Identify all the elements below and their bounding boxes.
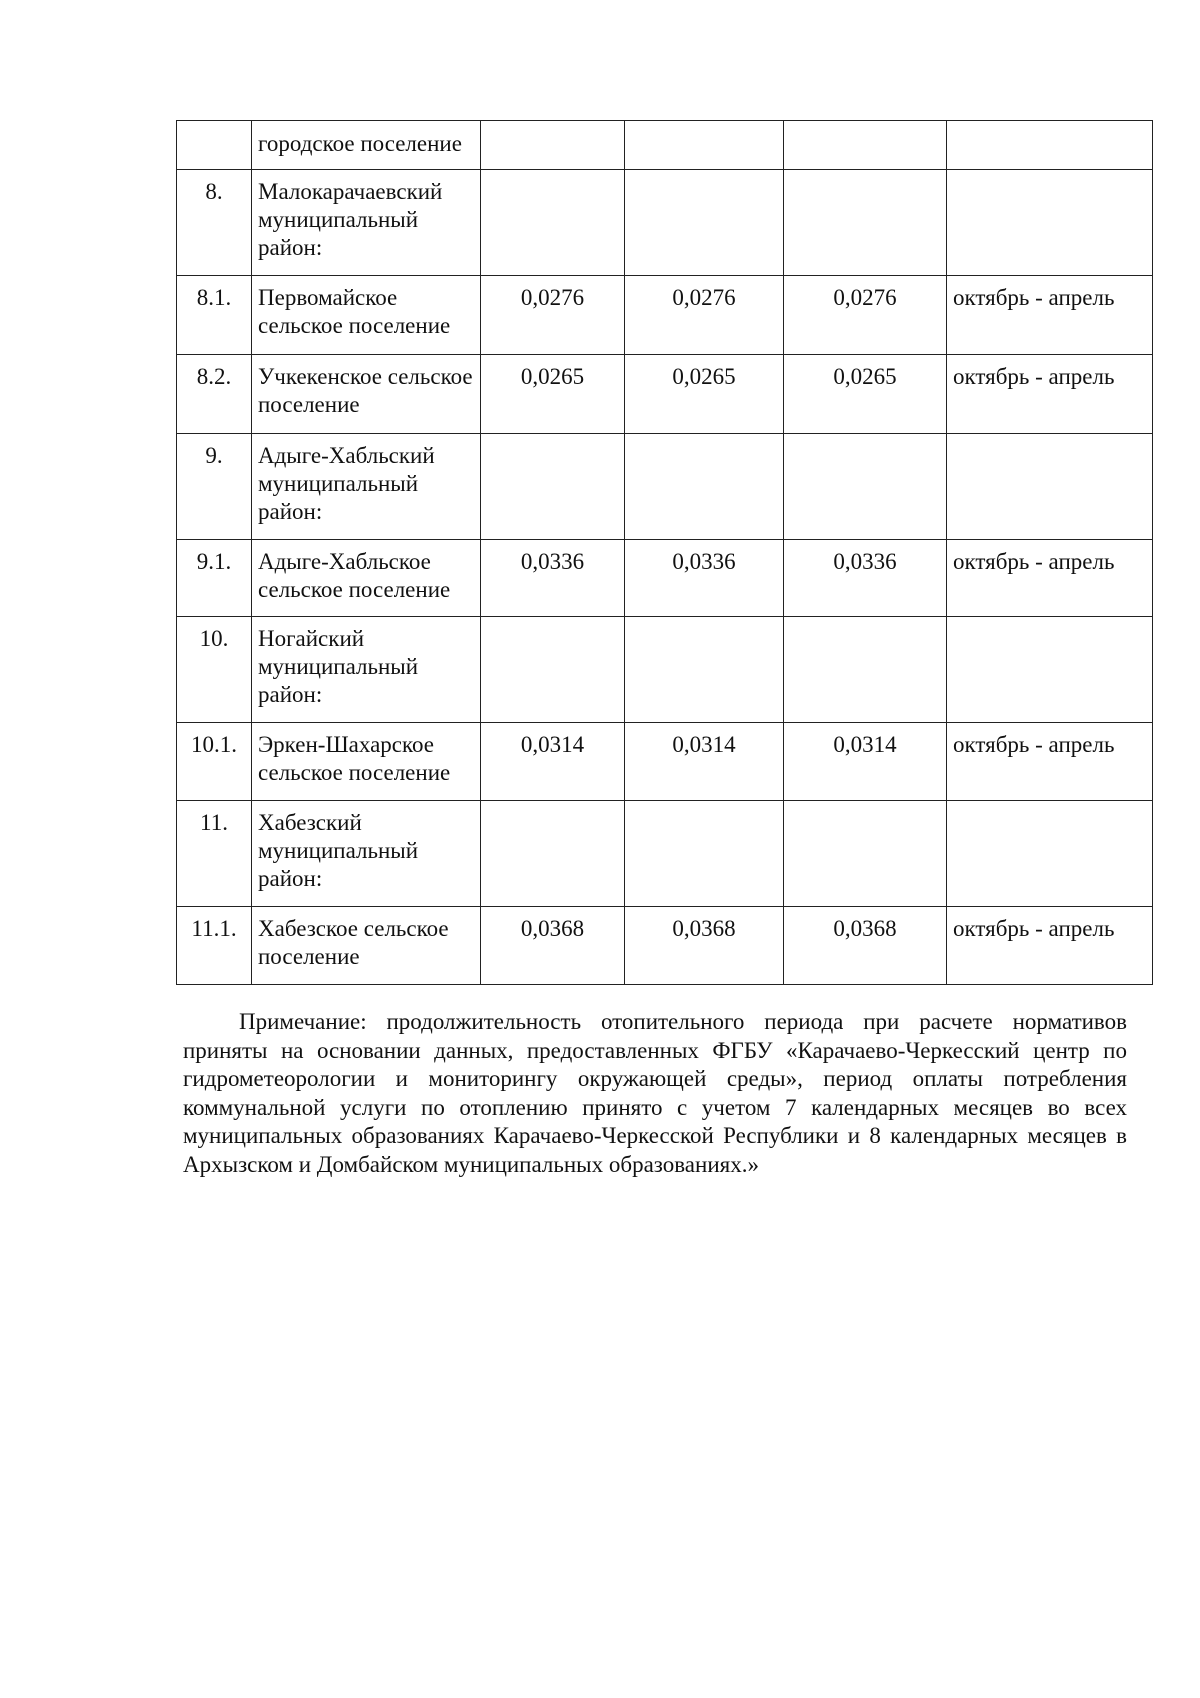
norm-value-2: 0,0368: [625, 907, 784, 985]
municipality-name: Первомайское сельское поселение: [252, 276, 481, 355]
norm-value-1: 0,0314: [481, 723, 625, 801]
table-row: [177, 540, 1153, 617]
heating-period: октябрь - апрель: [947, 540, 1153, 617]
norm-value-2: [625, 170, 784, 276]
norm-value-3: 0,0368: [784, 907, 947, 985]
table-row: [177, 276, 1153, 355]
norm-value-3: [784, 617, 947, 723]
heating-period: октябрь - апрель: [947, 723, 1153, 801]
norm-value-2: 0,0314: [625, 723, 784, 801]
norm-value-1: [481, 170, 625, 276]
norm-value-1: 0,0336: [481, 540, 625, 617]
heating-period: [947, 617, 1153, 723]
norm-value-2: 0,0276: [625, 276, 784, 355]
table-row: [177, 907, 1153, 985]
heating-period: октябрь - апрель: [947, 276, 1153, 355]
municipality-name: Хабезское сельское поселение: [252, 907, 481, 985]
note-paragraph: Примечание: продолжительность отопительного периода при расчете нормативов приняты на основании данных, предоставленных ФГБУ «Карачаево-Черкесский центр по гидрометеорологии и мониторингу окружающей среды», период оплаты потребления коммунальной услуги по отоплению принято с учетом 7 календарных месяцев во всех муниципальных образованиях Карачаево-Черкесской Республики и 8 календарных месяцев в Архызском и Домбайском муниципальных образованиях.»: [183, 1009, 1127, 1177]
municipality-name: городское поселение: [252, 121, 481, 170]
norm-value-3: 0,0265: [784, 355, 947, 434]
municipality-name: Ногайский муниципальный район:: [252, 617, 481, 723]
row-number: 9.: [177, 434, 252, 540]
table-row: [177, 617, 1153, 723]
norm-value-1: 0,0368: [481, 907, 625, 985]
norms-table: [176, 120, 1153, 985]
row-number: 8.: [177, 170, 252, 276]
norm-value-2: [625, 434, 784, 540]
heating-period: [947, 121, 1153, 170]
row-number: 11.1.: [177, 907, 252, 985]
row-number: 8.1.: [177, 276, 252, 355]
norm-value-3: 0,0336: [784, 540, 947, 617]
municipality-name: Эркен-Шахарское сельское поселение: [252, 723, 481, 801]
norm-value-2: 0,0265: [625, 355, 784, 434]
norm-value-1: [481, 121, 625, 170]
norm-value-1: [481, 434, 625, 540]
heating-period: октябрь - апрель: [947, 355, 1153, 434]
table-row: [177, 723, 1153, 801]
norm-value-1: 0,0265: [481, 355, 625, 434]
municipality-name: Малокарачаевский муниципальный район:: [252, 170, 481, 276]
municipality-name: Адыге-Хабльский муниципальный район:: [252, 434, 481, 540]
heating-period: октябрь - апрель: [947, 907, 1153, 985]
heating-period: [947, 434, 1153, 540]
table-row: [177, 170, 1153, 276]
norm-value-2: [625, 801, 784, 907]
municipality-name: Хабезский муниципальный район:: [252, 801, 481, 907]
norm-value-1: 0,0276: [481, 276, 625, 355]
norm-value-3: 0,0314: [784, 723, 947, 801]
norm-value-1: [481, 801, 625, 907]
norm-value-3: 0,0276: [784, 276, 947, 355]
norm-value-1: [481, 617, 625, 723]
heating-period: [947, 170, 1153, 276]
norm-value-3: [784, 170, 947, 276]
row-number: 11.: [177, 801, 252, 907]
table-row: [177, 121, 1153, 170]
row-number: 10.1.: [177, 723, 252, 801]
municipality-name: Адыге-Хабльское сельское поселение: [252, 540, 481, 617]
row-number: [177, 121, 252, 170]
norm-value-2: [625, 617, 784, 723]
municipality-name: Учкекенское сельское поселение: [252, 355, 481, 434]
row-number: 8.2.: [177, 355, 252, 434]
heating-period: [947, 801, 1153, 907]
norm-value-2: 0,0336: [625, 540, 784, 617]
norm-value-3: [784, 434, 947, 540]
row-number: 9.1.: [177, 540, 252, 617]
table-row: [177, 355, 1153, 434]
table-row: [177, 434, 1153, 540]
row-number: 10.: [177, 617, 252, 723]
norm-value-3: [784, 801, 947, 907]
norm-value-3: [784, 121, 947, 170]
norm-value-2: [625, 121, 784, 170]
table-row: [177, 801, 1153, 907]
